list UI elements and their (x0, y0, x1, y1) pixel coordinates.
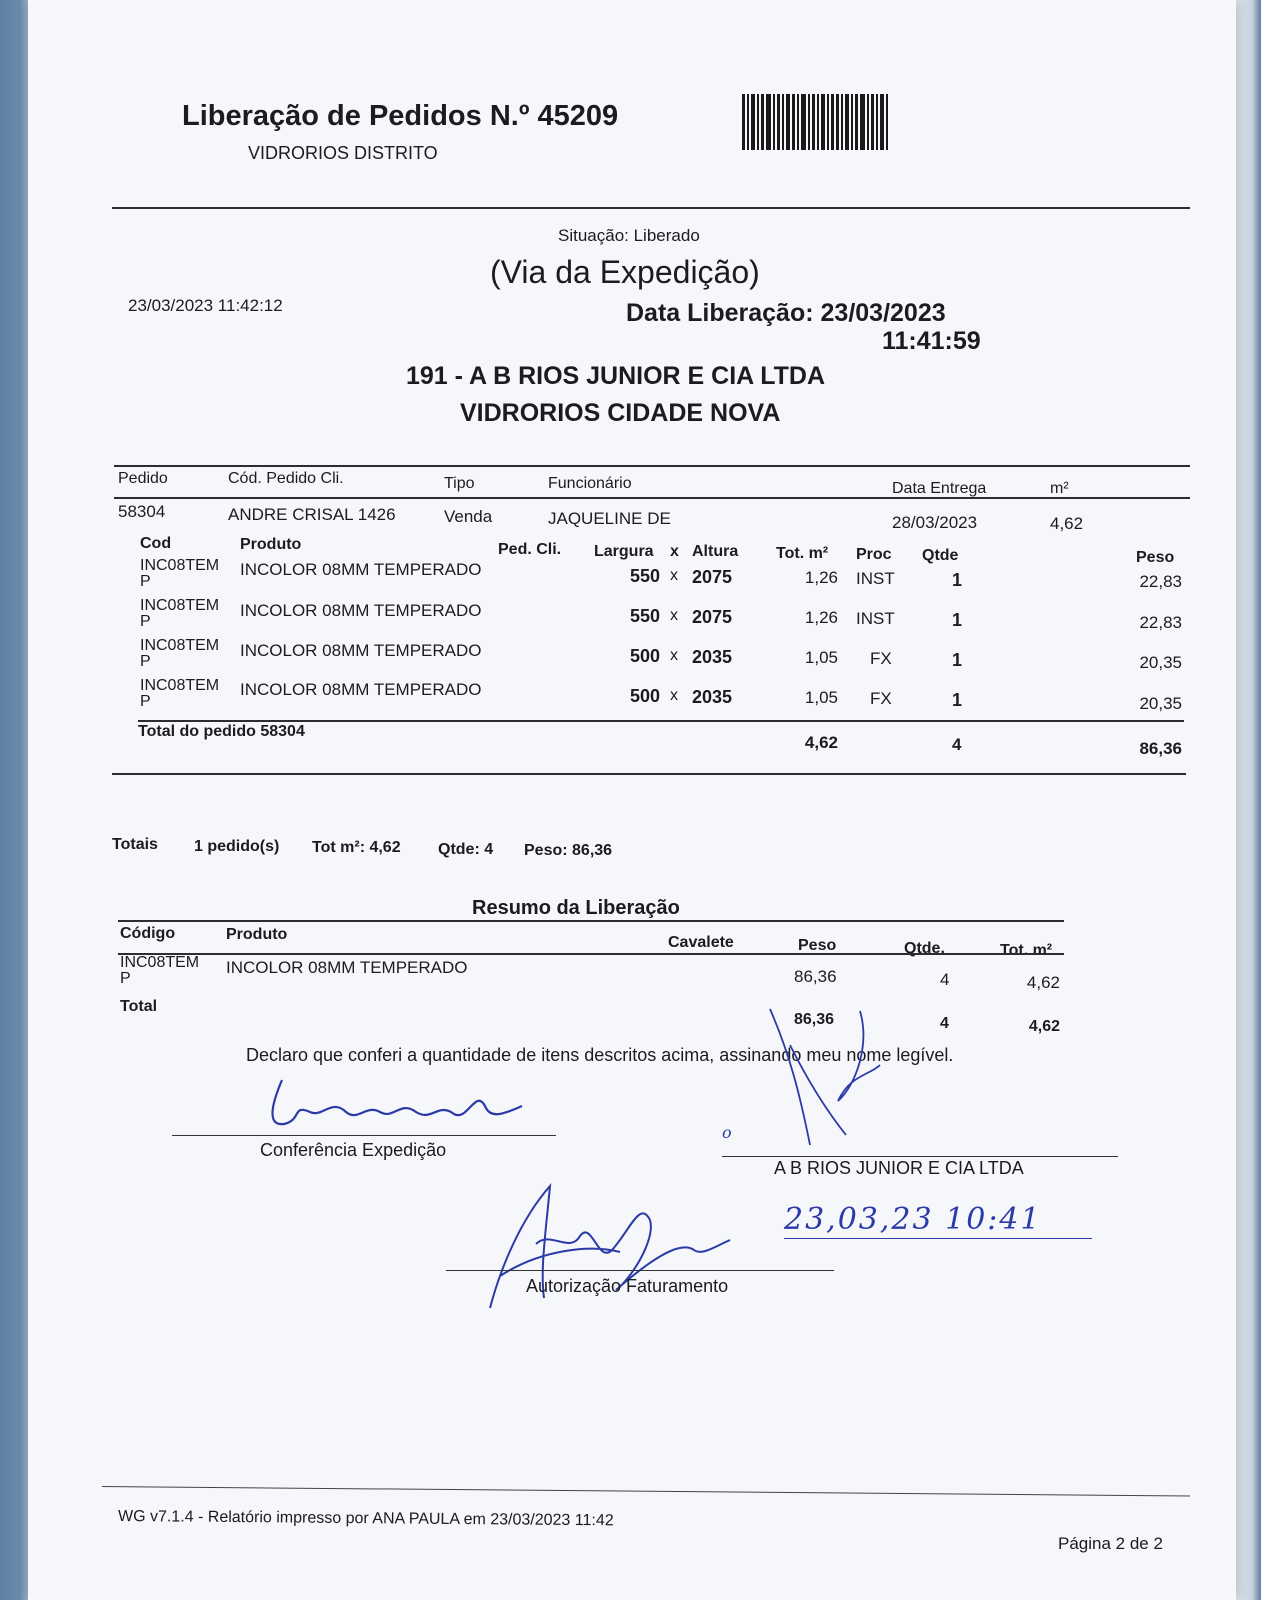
authorization-label: Autorização Faturamento (526, 1276, 729, 1296)
item-col-ped-cli: Ped. Cli. (498, 541, 562, 558)
totals-area: Tot m²: 4,62 (312, 839, 401, 856)
summary-total-label: Total (120, 998, 158, 1015)
barcode-bar (742, 94, 745, 150)
col-pedido: Pedido (118, 470, 168, 487)
order-m2: 4,62 (1050, 514, 1084, 533)
item-weight: 22,83 (1139, 572, 1182, 591)
item-times: x (670, 567, 678, 584)
summary-col-tot-m2: Tot. m² (1000, 942, 1053, 959)
summary-col-cavalete: Cavalete (668, 934, 734, 951)
release-time: 11:41:59 (882, 327, 981, 355)
item-width: 500 (629, 686, 660, 706)
item-process: INST (856, 609, 895, 628)
handwritten-underline (784, 1238, 1092, 1239)
order-client-code: ANDRE CRISAL 1426 (228, 505, 396, 524)
conference-label: Conferência Expedição (260, 1140, 447, 1160)
item-process: INST (856, 569, 895, 588)
item-col-tot-m2: Tot. m² (776, 545, 829, 562)
order-type: Venda (444, 507, 493, 526)
signature-line (446, 1270, 834, 1271)
order-total-weight: 86,36 (1139, 739, 1182, 758)
barcode-bar (860, 94, 865, 150)
summary-col-produto: Produto (226, 926, 288, 943)
item-col-proc: Proc (856, 546, 892, 563)
signature-line (172, 1135, 556, 1136)
summary-product: INCOLOR 08MM TEMPERADO (226, 958, 468, 977)
authorization-signature (480, 1180, 740, 1320)
signature-line (722, 1156, 1118, 1157)
barcode-bar (751, 94, 755, 150)
summary-total-area: 4,62 (1028, 1018, 1060, 1035)
item-col-altura: Altura (692, 543, 739, 560)
item-area: 1,05 (804, 648, 838, 667)
item-times: x (670, 607, 678, 624)
totals-label: Totais (112, 836, 158, 853)
barcode-bar (797, 94, 799, 150)
company-label: A B RIOS JUNIOR E CIA LTDA (774, 1158, 1024, 1178)
order-total-area: 4,62 (804, 733, 838, 752)
totals-weight: Peso: 86,36 (524, 842, 613, 859)
item-code: INC08TEM P (140, 637, 220, 670)
summary-total-weight: 86,36 (794, 1011, 835, 1028)
summary-weight: 86,36 (794, 967, 837, 986)
summary-area: 4,62 (1026, 973, 1060, 992)
barcode-bar (812, 94, 815, 150)
footer-printed-by: WG v7.1.4 - Relatório impresso por ANA PAULA em 23/03/2023 11:42 (117, 1508, 614, 1530)
item-col-cod: Cod (140, 535, 172, 552)
barcode-bar (871, 94, 874, 150)
item-weight: 20,35 (1139, 653, 1182, 672)
item-code: INC08TEM P (140, 597, 220, 630)
col-funcionario: Funcionário (548, 475, 632, 492)
summary-col-codigo: Código (120, 925, 176, 942)
item-product: INCOLOR 08MM TEMPERADO (240, 601, 482, 620)
item-area: 1,26 (804, 568, 838, 587)
item-times: x (670, 647, 678, 664)
customer-branch: VIDRORIOS CIDADE NOVA (460, 399, 781, 427)
barcode-bar (817, 94, 819, 150)
barcode-bar (855, 94, 858, 150)
barcode-bar (876, 94, 878, 150)
totals-orders: 1 pedido(s) (194, 838, 280, 855)
divider (112, 773, 1186, 775)
item-times: x (670, 687, 678, 704)
col-tipo: Tipo (444, 475, 475, 492)
status-text: Situação: Liberado (558, 226, 700, 245)
item-area: 1,05 (804, 688, 838, 707)
item-col-x: x (670, 543, 679, 560)
barcode-bar (757, 94, 759, 150)
item-height: 2075 (692, 607, 733, 627)
item-product: INCOLOR 08MM TEMPERADO (240, 560, 482, 579)
customer-name: 191 - A B RIOS JUNIOR E CIA LTDA (406, 362, 826, 390)
item-process: FX (870, 649, 892, 668)
barcode-bar (880, 94, 884, 150)
barcode-bar (782, 94, 784, 150)
item-height: 2035 (692, 687, 733, 707)
summary-total-qty: 4 (940, 1015, 949, 1032)
order-employee: JAQUELINE DE (548, 509, 671, 528)
item-qty: 1 (952, 610, 963, 630)
barcode-bar (773, 94, 775, 150)
divider (118, 953, 1064, 955)
divider (114, 497, 1190, 499)
item-product: INCOLOR 08MM TEMPERADO (240, 641, 482, 660)
item-weight: 22,83 (1139, 613, 1182, 632)
copy-type: (Via da Expedição) (490, 254, 760, 290)
item-weight: 20,35 (1139, 694, 1182, 713)
col-cod-pedido-cli: Cód. Pedido Cli. (228, 470, 344, 487)
divider (118, 920, 1064, 922)
item-code: INC08TEM P (140, 677, 220, 710)
barcode-bar (886, 94, 888, 150)
item-height: 2075 (692, 567, 733, 587)
summary-qty: 4 (940, 970, 950, 989)
item-area: 1,26 (804, 608, 838, 627)
totals-qty: Qtde: 4 (438, 841, 494, 858)
printed-timestamp: 23/03/2023 11:42:12 (128, 296, 283, 315)
order-number: 58304 (118, 502, 166, 521)
barcode-bar (777, 94, 780, 150)
barcode-bar (821, 94, 825, 150)
item-col-peso: Peso (1136, 549, 1175, 566)
barcode-bar (808, 94, 810, 150)
item-qty: 1 (952, 650, 963, 670)
page-number: Página 2 de 2 (1058, 1534, 1163, 1553)
barcode-bar (841, 94, 843, 150)
barcode-bar (792, 94, 795, 150)
summary-col-qtde: Qtde. (904, 940, 945, 957)
barcode-bar (831, 94, 834, 150)
item-qty: 1 (952, 570, 963, 590)
barcode-bar (747, 94, 749, 150)
item-height: 2035 (692, 647, 733, 667)
item-qty: 1 (952, 690, 963, 710)
order-total-label: Total do pedido 58304 (138, 723, 305, 740)
barcode-bar (851, 94, 853, 150)
barcode-bar (836, 94, 839, 150)
item-width: 550 (629, 566, 660, 586)
barcode-bar (761, 94, 764, 150)
col-data-entrega: Data Entrega (892, 480, 987, 497)
release-date: Data Liberação: 23/03/2023 (626, 299, 946, 327)
item-col-largura: Largura (594, 543, 654, 560)
col-m2: m² (1050, 480, 1069, 497)
divider (114, 465, 1190, 467)
divider (138, 720, 1184, 722)
barcode-bar (827, 94, 829, 150)
item-width: 550 (629, 606, 660, 626)
summary-col-peso: Peso (798, 937, 837, 954)
order-total-qty: 4 (952, 735, 962, 754)
item-width: 500 (629, 646, 660, 666)
summary-title: Resumo da Liberação (472, 897, 680, 919)
company-signature (760, 1005, 900, 1155)
company-name: VIDRORIOS DISTRITO (248, 143, 438, 163)
item-product: INCOLOR 08MM TEMPERADO (240, 680, 482, 699)
item-col-qtde: Qtde (922, 547, 959, 564)
summary-code: INC08TEM P (120, 954, 200, 987)
declaration-text: Declaro que conferi a quantidade de itens descritos acima, assinando meu nome legível. (246, 1045, 954, 1065)
barcode-bar (867, 94, 869, 150)
barcode-bar (786, 94, 790, 150)
item-code: INC08TEM P (140, 557, 220, 590)
item-col-produto: Produto (240, 536, 302, 553)
order-delivery-date: 28/03/2023 (892, 513, 978, 532)
barcode-bar (845, 94, 849, 150)
barcode-bar (801, 94, 806, 150)
item-process: FX (870, 689, 892, 708)
signature-mark-icon: o (722, 1123, 732, 1142)
document-title: Liberação de Pedidos N.º 45209 (182, 100, 619, 132)
handwritten-date: 23,03,23 10:41 (784, 1202, 1042, 1237)
divider (112, 207, 1190, 209)
conference-signature (262, 1068, 532, 1138)
barcode-bar (766, 94, 771, 150)
barcode (742, 94, 934, 150)
